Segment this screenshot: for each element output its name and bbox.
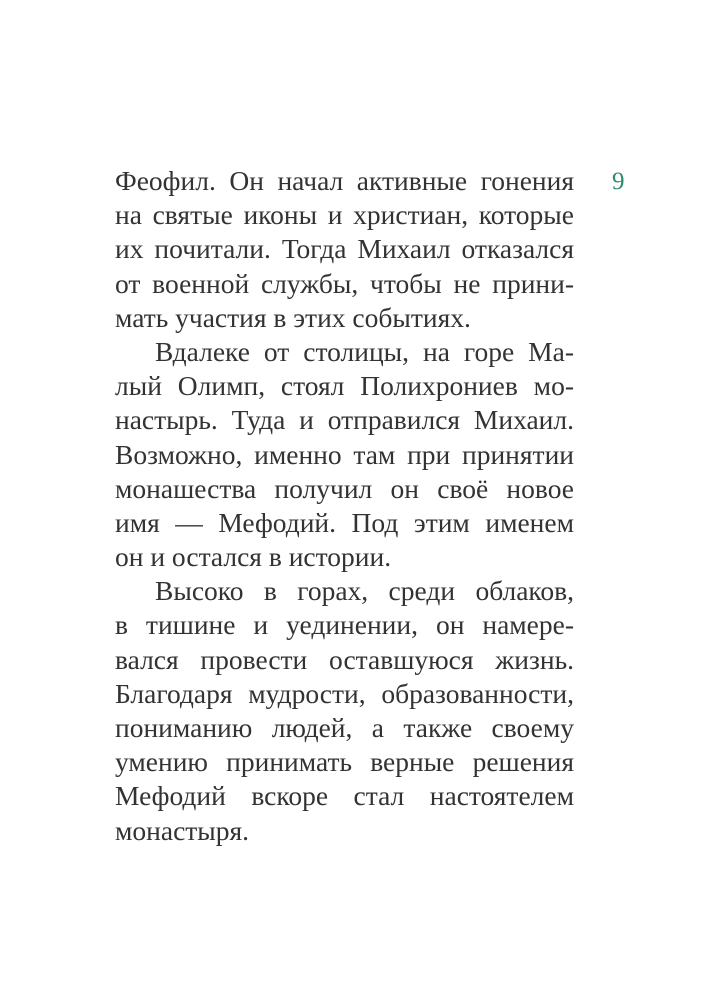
text-line: от военной службы, чтобы не прини-	[115, 267, 574, 299]
text-line: Благодаря мудрости, образованности,	[115, 677, 574, 709]
text-line: Мефодий вскоре стал настоятелем	[115, 780, 574, 812]
text-line: вался провести оставшуюся жизнь.	[115, 643, 574, 675]
paragraph-1	[115, 164, 574, 335]
text-line: Высоко в горах, среди облаков,	[155, 575, 574, 607]
text-line: Возможно, именно там при принятии	[115, 438, 574, 470]
text-line: в тишине и уединении, он намере-	[115, 609, 574, 641]
text-line: мать участия в этих событиях.	[115, 301, 471, 333]
text-line: пониманию людей, а также своему	[115, 712, 574, 743]
body-text	[115, 164, 574, 848]
text-line: имя — Мефодий. Под этим именем	[115, 506, 574, 538]
text-line: настырь. Туда и отправился Михаил.	[115, 404, 574, 436]
text-line: умению принимать верные решения	[115, 746, 574, 778]
text-line: их почитали. Тогда Михаил отказался	[115, 233, 574, 265]
text-line: лый Олимп, стоял Полихрониев мо-	[115, 370, 574, 402]
paragraph-2	[115, 335, 574, 574]
text-line: монастыря.	[115, 814, 250, 846]
paragraph-3	[115, 574, 574, 848]
text-line: на святые иконы и христиан, которые	[115, 199, 574, 231]
text-line: он и остался в истории.	[115, 541, 392, 573]
text-line: Феофил. Он начал активные гонения	[115, 165, 574, 196]
text-line: монашества получил он своё новое	[115, 472, 574, 504]
page-number: 9	[612, 168, 625, 195]
text-line: Вдалеке от столицы, на горе Ма-	[155, 335, 574, 367]
